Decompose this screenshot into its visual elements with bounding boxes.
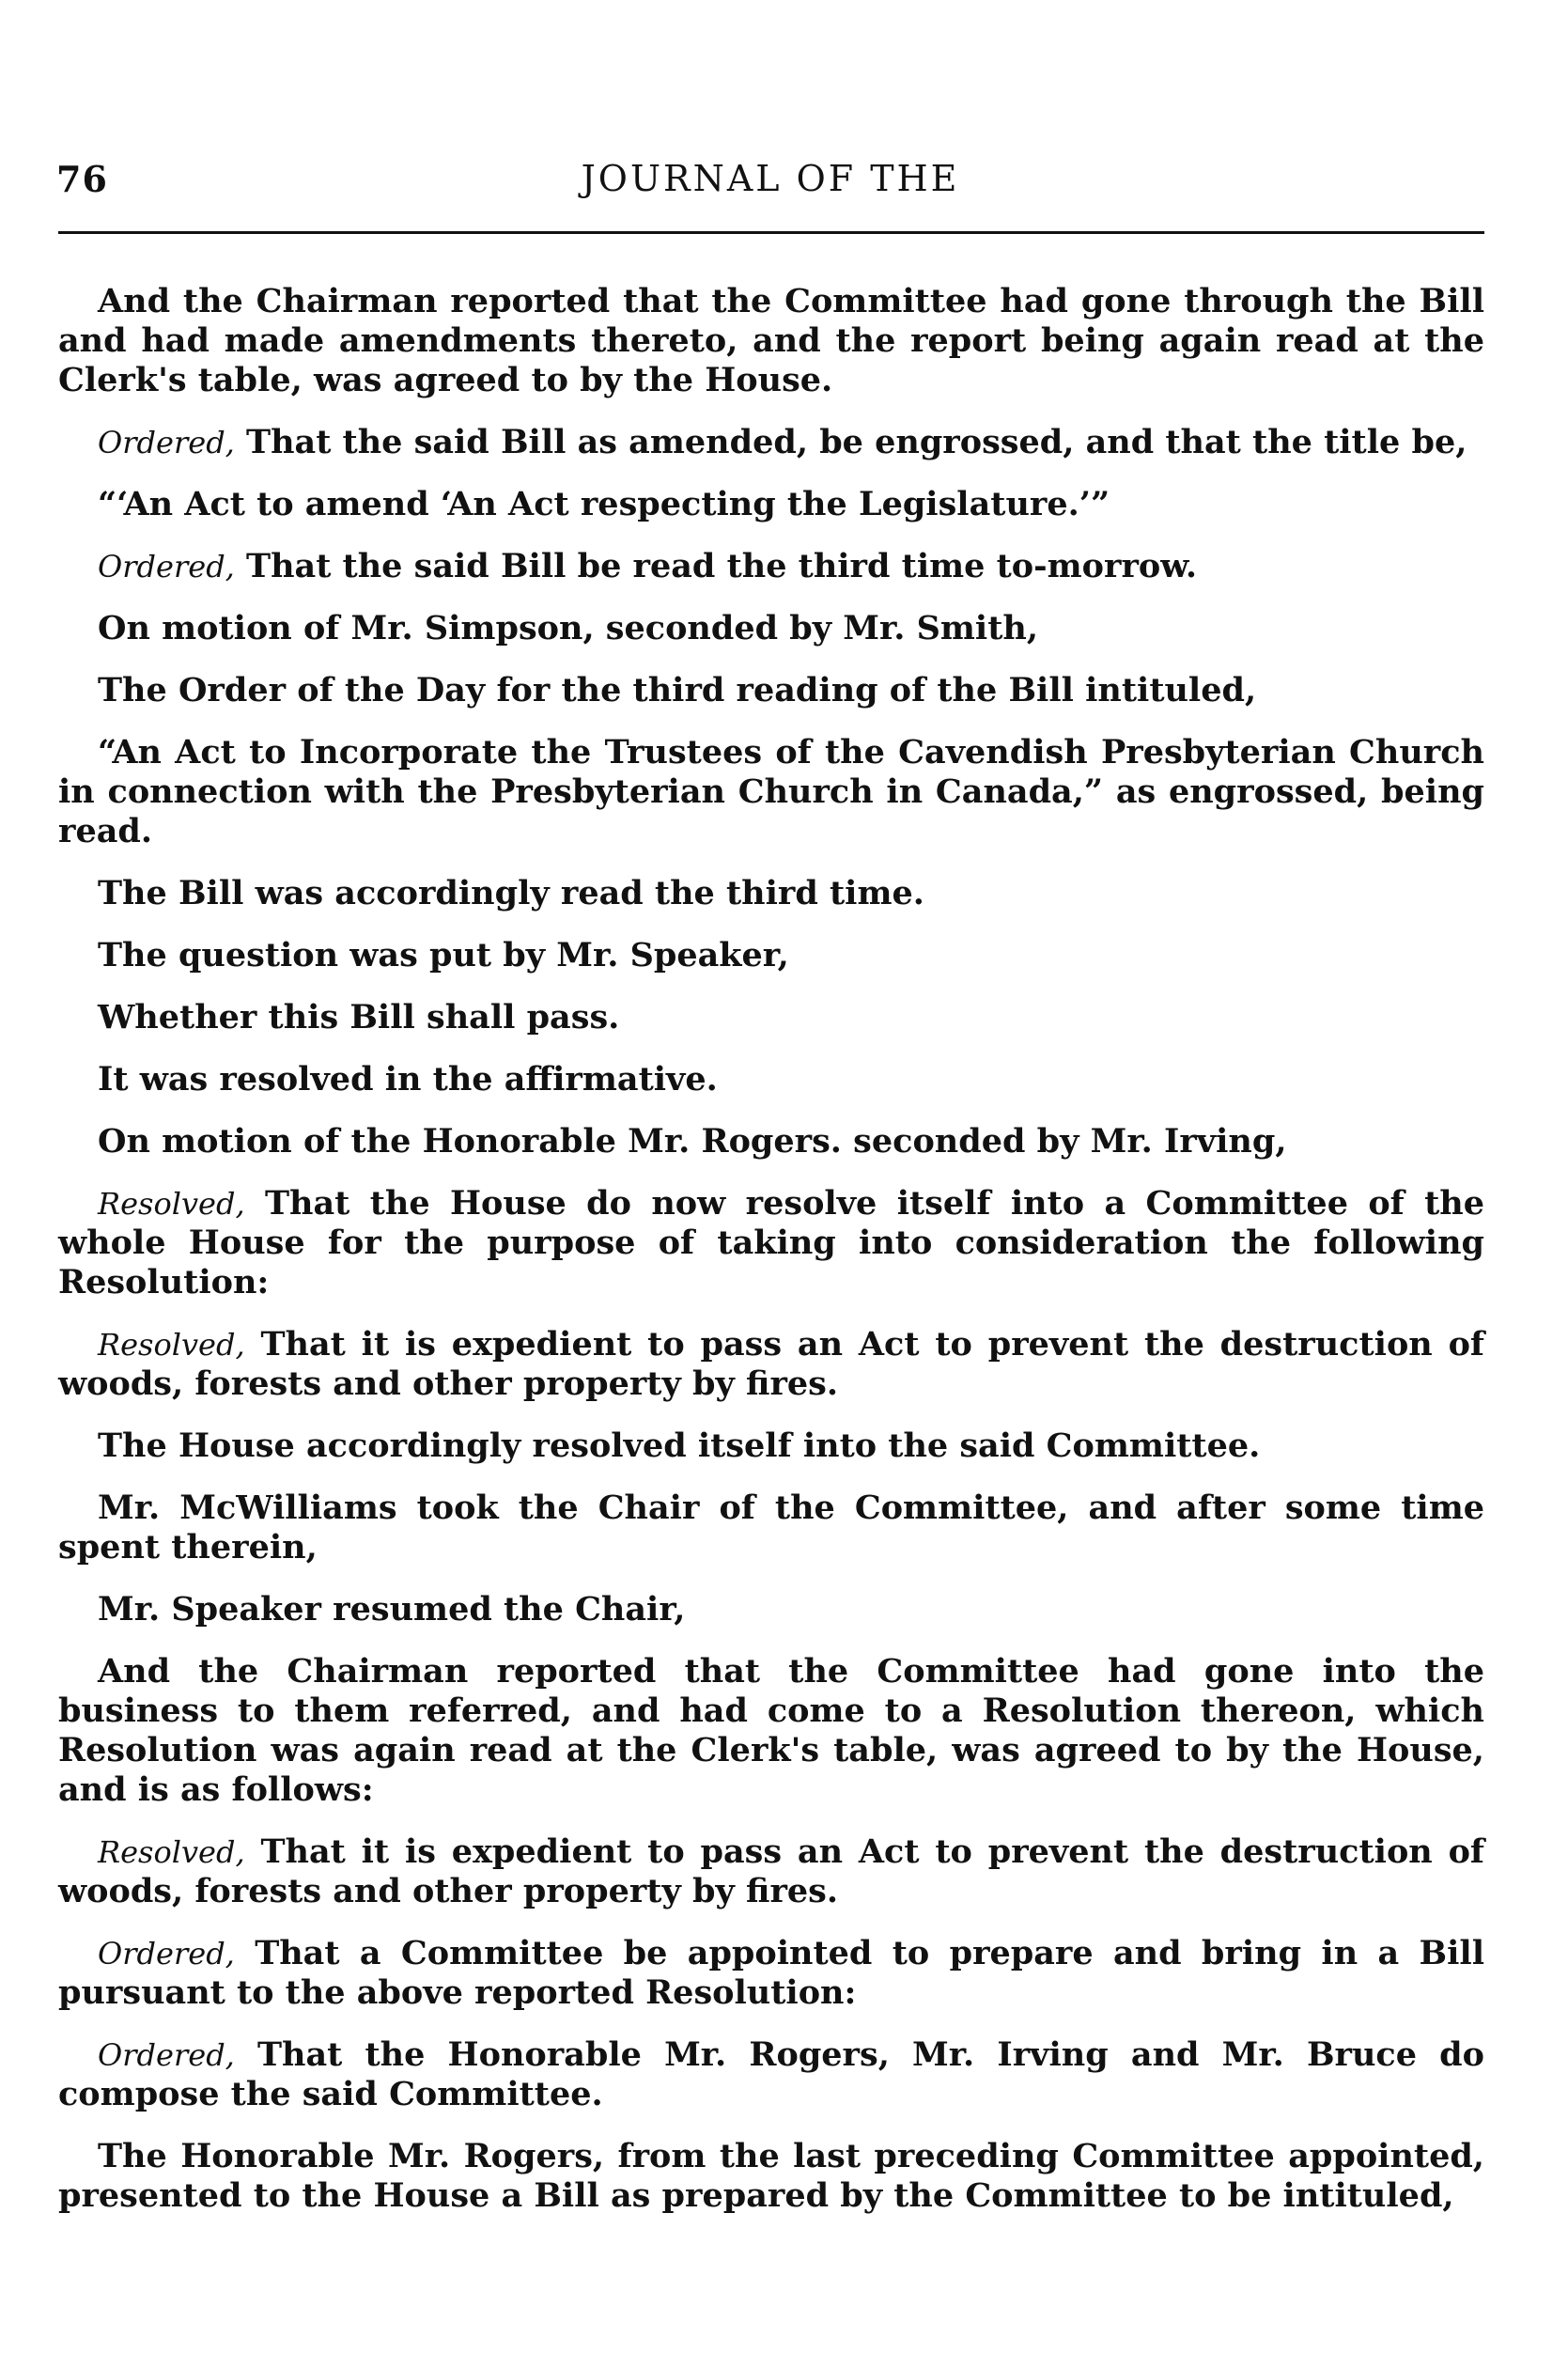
paragraph-text: Whether this Bill shall pass. xyxy=(98,998,620,1036)
journal-paragraph xyxy=(58,1122,1484,1161)
paragraph-text: “‘An Act to amend ‘An Act respecting the Legislature.’” xyxy=(98,485,1110,523)
page-number: 76 xyxy=(56,158,108,200)
paragraph-text: That the said Bill be read the third time to-morrow. xyxy=(234,547,1198,585)
journal-paragraph xyxy=(58,1060,1484,1099)
journal-paragraph xyxy=(58,2035,1484,2114)
paragraph-lead: Resolved, xyxy=(98,1186,245,1222)
paragraph-text: The House accordingly resolved itself into the said Committee. xyxy=(98,1426,1261,1465)
journal-paragraph xyxy=(58,1832,1484,1911)
paragraph-text: That the House do now resolve itself into a Committee of the whole House for the purpose of taking into consideration the following Resolution: xyxy=(58,1184,1484,1301)
paragraph-text: Mr. McWilliams took the Chair of the Committee, and after some time spent therein, xyxy=(58,1488,1484,1566)
paragraph-text: “An Act to Incorporate the Trustees of the Cavendish Presbyterian Church in connection with the Presbyterian Church in Canada,” as engrossed, being read. xyxy=(58,733,1484,850)
paragraph-text: That it is expedient to pass an Act to prevent the destruction of woods, forests and other property by fires. xyxy=(58,1832,1484,1910)
paragraph-text: That the Honorable Mr. Rogers, Mr. Irving and Mr. Bruce do compose the said Committee. xyxy=(58,2035,1484,2113)
paragraph-text: On motion of the Honorable Mr. Rogers. seconded by Mr. Irving, xyxy=(98,1122,1287,1161)
journal-paragraph xyxy=(58,1325,1484,1404)
journal-paragraph xyxy=(58,547,1484,586)
journal-body xyxy=(58,282,1484,2238)
paragraph-text: The Honorable Mr. Rogers, from the last preceding Committee appointed, presented to the House a Bill as prepared by the Committee to be intituled, xyxy=(58,2137,1484,2215)
paragraph-lead: Ordered, xyxy=(98,549,235,584)
journal-paragraph xyxy=(58,1184,1484,1302)
paragraph-text: It was resolved in the affirmative. xyxy=(98,1060,718,1099)
journal-paragraph xyxy=(58,1590,1484,1629)
journal-paragraph xyxy=(58,1426,1484,1466)
journal-paragraph xyxy=(58,609,1484,648)
paragraph-text: And the Chairman reported that the Committee had gone into the business to them referred, and had come to a Resolution thereon, which Resolution was again read at the Clerk's table, was agreed to by the House, and is as follows: xyxy=(58,1652,1484,1809)
paragraph-lead: Ordered, xyxy=(98,1936,235,1972)
paragraph-text: That a Committee be appointed to prepare and bring in a Bill pursuant to the above reported Resolution: xyxy=(58,1934,1484,2012)
running-title: JOURNAL OF THE xyxy=(581,158,960,199)
paragraph-text: On motion of Mr. Simpson, seconded by Mr. Smith, xyxy=(98,609,1039,647)
paragraph-text: The Order of the Day for the third reading of the Bill intituled, xyxy=(98,671,1257,709)
paragraph-text: That the said Bill as amended, be engrossed, and that the title be, xyxy=(234,423,1467,461)
journal-paragraph xyxy=(58,1652,1484,1810)
journal-paragraph xyxy=(58,936,1484,975)
journal-paragraph xyxy=(58,282,1484,400)
journal-paragraph xyxy=(58,671,1484,710)
paragraph-text: That it is expedient to pass an Act to prevent the destruction of woods, forests and other property by fires. xyxy=(58,1325,1484,1403)
journal-paragraph xyxy=(58,1488,1484,1567)
page-header xyxy=(56,158,1484,214)
paragraph-text: Mr. Speaker resumed the Chair, xyxy=(98,1590,686,1629)
paragraph-lead: Resolved, xyxy=(98,1327,245,1363)
paragraph-lead: Ordered, xyxy=(98,2037,235,2073)
journal-paragraph xyxy=(58,2137,1484,2216)
journal-paragraph xyxy=(58,874,1484,913)
journal-paragraph xyxy=(58,1934,1484,2013)
paragraph-text: The question was put by Mr. Speaker, xyxy=(98,936,789,974)
paragraph-lead: Resolved, xyxy=(98,1834,245,1870)
journal-paragraph xyxy=(58,733,1484,851)
journal-paragraph xyxy=(58,998,1484,1037)
header-rule xyxy=(58,231,1484,234)
paragraph-lead: Ordered, xyxy=(98,425,235,460)
paragraph-text: And the Chairman reported that the Committee had gone through the Bill and had made amendments thereto, and the report being again read at the Clerk's table, was agreed to by the House. xyxy=(58,282,1484,399)
paragraph-text: The Bill was accordingly read the third time. xyxy=(98,874,924,912)
journal-paragraph xyxy=(58,423,1484,462)
journal-paragraph xyxy=(58,485,1484,524)
